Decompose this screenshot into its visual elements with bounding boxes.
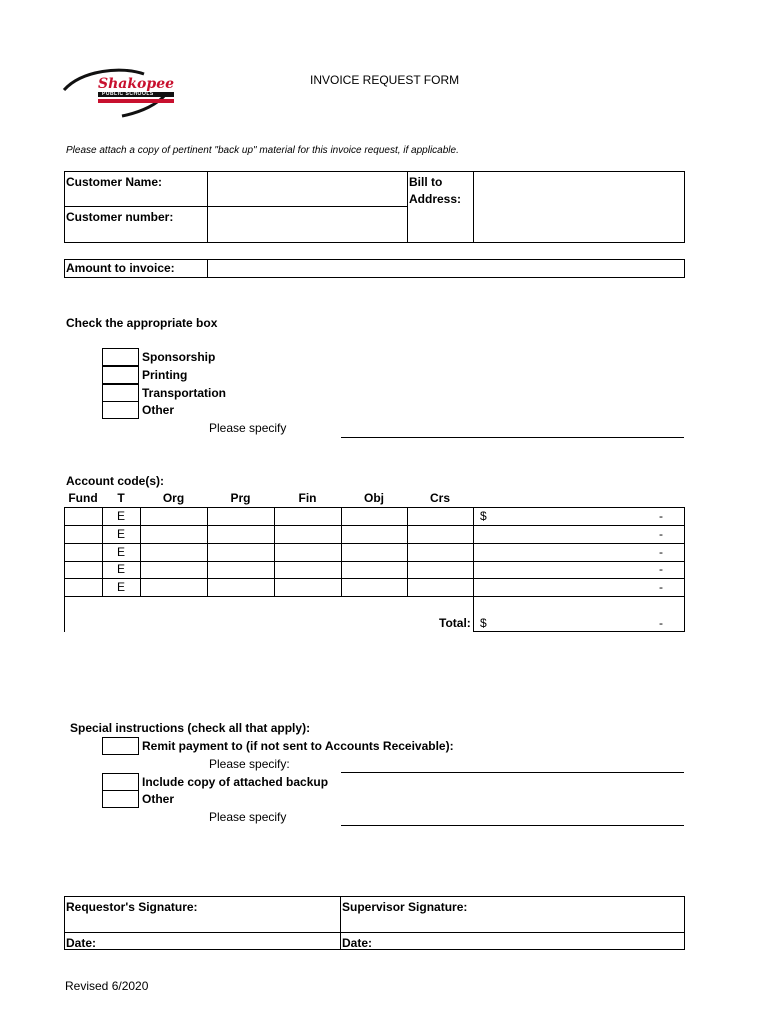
row-2-t: E	[116, 527, 125, 541]
logo-subtext: PUBLIC SCHOOLS	[102, 91, 154, 97]
include-backup-label: Include copy of attached backup	[142, 775, 329, 789]
row-1-amount: -	[659, 509, 663, 523]
row-5-t: E	[116, 580, 125, 594]
sponsorship-label: Sponsorship	[142, 350, 216, 364]
supervisor-date-input[interactable]	[380, 934, 683, 949]
remit-payment-checkbox[interactable]	[102, 737, 139, 755]
customer-name-label: Customer Name:	[66, 175, 163, 189]
include-backup-checkbox[interactable]	[102, 773, 139, 791]
col-crs: Crs	[429, 491, 450, 505]
row-3-amount: -	[659, 545, 663, 559]
requestor-date-label: Date:	[66, 936, 97, 950]
printing-label: Printing	[142, 368, 188, 382]
please-specify-label: Please specify	[209, 421, 287, 435]
page-title: INVOICE REQUEST FORM	[310, 73, 460, 87]
bill-to-address-input[interactable]	[475, 173, 683, 241]
supervisor-date-label: Date:	[342, 936, 373, 950]
bill-to-label-1: Bill to	[409, 175, 443, 189]
sponsorship-checkbox[interactable]	[102, 348, 139, 366]
printing-checkbox[interactable]	[102, 366, 139, 384]
col-fin: Fin	[298, 491, 317, 505]
transportation-label: Transportation	[142, 386, 227, 400]
col-fund: Fund	[68, 491, 98, 505]
special-other-specify-label: Please specify	[209, 810, 287, 824]
col-prg: Prg	[230, 491, 251, 505]
other-specify-input[interactable]	[341, 423, 684, 438]
total-label: Total:	[439, 616, 471, 630]
bill-to-label-2: Address:	[409, 192, 462, 206]
amount-input[interactable]	[209, 260, 683, 277]
requestor-date-input[interactable]	[104, 934, 338, 949]
logo-text: Shakopee	[98, 76, 175, 92]
special-other-specify-input[interactable]	[341, 811, 684, 826]
row-5-amount: -	[659, 580, 663, 594]
col-obj: Obj	[364, 491, 384, 505]
customer-name-input[interactable]	[209, 173, 405, 205]
check-box-heading: Check the appropriate box	[66, 316, 218, 330]
requestor-signature-input[interactable]	[196, 898, 338, 930]
row-1-t: E	[116, 509, 125, 523]
district-logo	[62, 68, 180, 120]
supervisor-signature-input[interactable]	[470, 898, 683, 930]
special-other-label: Other	[142, 792, 175, 806]
special-other-checkbox[interactable]	[102, 790, 139, 808]
col-org: Org	[162, 491, 185, 505]
remit-specify-input[interactable]	[341, 758, 684, 773]
remit-payment-label: Remit payment to (if not sent to Accounts Receivable):	[142, 739, 454, 753]
special-instructions-heading: Special instructions (check all that apply):	[70, 721, 311, 735]
other-label: Other	[142, 403, 175, 417]
backup-note: Please attach a copy of pertinent "back up" material for this invoice request, if applicable.	[66, 145, 459, 156]
amount-label: Amount to invoice:	[66, 261, 175, 275]
row-3-t: E	[116, 545, 125, 559]
supervisor-signature-label: Supervisor Signature:	[342, 900, 468, 914]
row-1-currency: $	[480, 509, 487, 523]
customer-number-label: Customer number:	[66, 210, 174, 224]
total-currency: $	[480, 616, 487, 630]
col-t: T	[117, 491, 125, 505]
account-codes-heading: Account code(s):	[66, 474, 165, 488]
other-checkbox[interactable]	[102, 401, 139, 419]
customer-number-input[interactable]	[209, 208, 405, 241]
revised-date: Revised 6/2020	[65, 979, 149, 993]
row-4-t: E	[116, 562, 125, 576]
requestor-signature-label: Requestor's Signature:	[66, 900, 198, 914]
transportation-checkbox[interactable]	[102, 384, 139, 402]
total-amount: -	[659, 616, 663, 630]
row-4-amount: -	[659, 562, 663, 576]
remit-specify-label: Please specify:	[209, 757, 290, 771]
row-2-amount: -	[659, 527, 663, 541]
